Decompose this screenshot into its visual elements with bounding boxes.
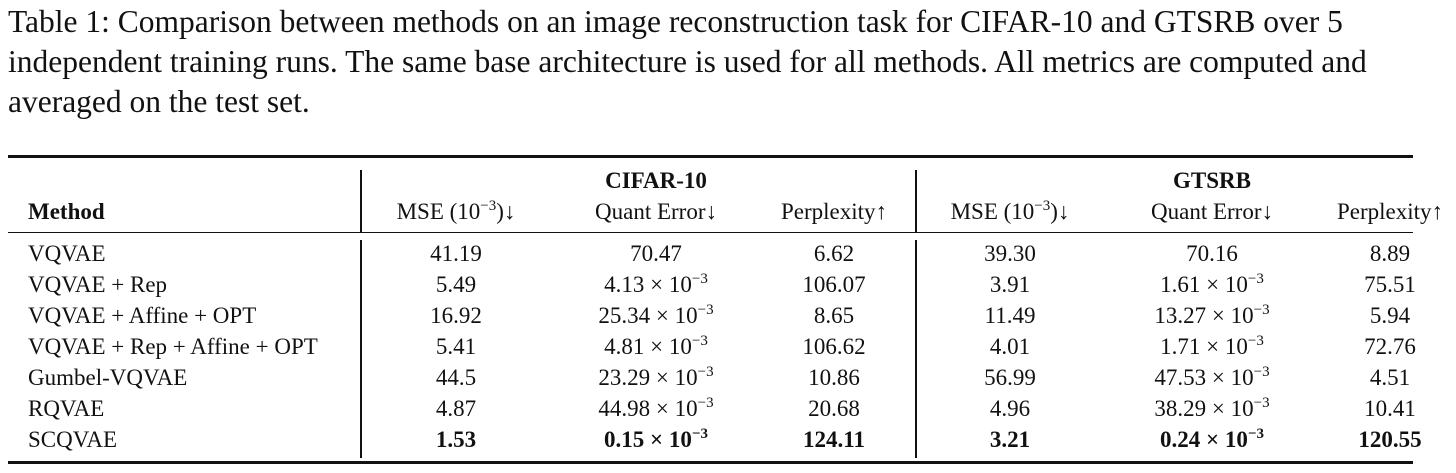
- column-divider: [915, 240, 917, 458]
- method-name: SCQVAE: [28, 427, 118, 452]
- group-header: GTSRB: [1173, 168, 1251, 193]
- table-cell: 10.41: [1364, 396, 1416, 421]
- table-cell: 124.11: [803, 427, 865, 452]
- method-name: VQVAE + Rep: [28, 272, 168, 297]
- table-cell: 56.99: [984, 365, 1036, 390]
- group-header: CIFAR-10: [605, 168, 707, 193]
- table-cell: 5.41: [435, 334, 477, 359]
- table-cell: 4.01: [989, 334, 1031, 359]
- table-caption: Table 1: Comparison between methods on an image reconstruction task for CIFAR-10 and GTSRB over 5 independent training runs. The same base architecture is used for all methods. All metrics are computed and averaged on the test set.: [8, 4, 1367, 119]
- column-header: MSE $(10^{-3})↓$: [950, 198, 1070, 224]
- table-bottom-rule: [8, 461, 1413, 464]
- table-cell: $38.29 \times 10^{-3}$: [1154, 395, 1270, 421]
- table-cell: $44.98 \times 10^{-3}$: [598, 395, 714, 421]
- table-cell: 39.30: [984, 241, 1036, 266]
- table-cell: 3.21: [989, 427, 1031, 452]
- column-header: MSE $(10^{-3})↓$: [396, 198, 516, 224]
- table-cell: 120.55: [1358, 427, 1422, 452]
- column-divider: [360, 240, 362, 458]
- column-header: Perplexity↑: [1336, 199, 1444, 224]
- column-divider: [360, 170, 362, 232]
- table-cell: 16.92: [430, 303, 482, 328]
- table-cell: $4.81 \times 10^{-3}$: [604, 333, 708, 359]
- method-name: VQVAE + Affine + OPT: [28, 303, 257, 328]
- table-cell: $0.15 \times 10^{-3}$: [604, 426, 708, 452]
- table-cell: 75.51: [1364, 272, 1416, 297]
- table-cell: $0.24 \times 10^{-3}$: [1160, 426, 1264, 452]
- table-cell: 20.68: [808, 396, 860, 421]
- table-cell: $1.71 \times 10^{-3}$: [1160, 333, 1264, 359]
- method-name: VQVAE: [28, 241, 106, 266]
- method-name: VQVAE + Rep + Affine + OPT: [28, 334, 318, 359]
- table-top-rule: [8, 155, 1413, 158]
- column-header: Quant Error↓: [1151, 199, 1273, 224]
- method-name: Gumbel-VQVAE: [28, 365, 188, 390]
- table-cell: 106.62: [802, 334, 866, 359]
- table-cell: 70.47: [630, 241, 682, 266]
- table-cell: 5.49: [435, 272, 477, 297]
- table-cell: 106.07: [802, 272, 866, 297]
- table-cell: $13.27 \times 10^{-3}$: [1154, 302, 1270, 328]
- method-name: RQVAE: [28, 396, 105, 421]
- table-cell: $23.29 \times 10^{-3}$: [598, 364, 714, 390]
- table-cell: 8.65: [813, 303, 855, 328]
- table-cell: 72.76: [1364, 334, 1416, 359]
- column-header: Perplexity↑: [780, 199, 888, 224]
- table-header-rule: [8, 232, 1413, 233]
- table-cell: 41.19: [430, 241, 482, 266]
- table-cell: $25.34 \times 10^{-3}$: [598, 302, 714, 328]
- table-cell: 3.91: [989, 272, 1031, 297]
- table-cell: 4.87: [435, 396, 477, 421]
- column-header: Quant Error↓: [595, 199, 717, 224]
- table-cell: 1.53: [435, 427, 477, 452]
- table-cell: 6.62: [813, 241, 855, 266]
- table-cell: 11.49: [984, 303, 1036, 328]
- table-cell: 8.89: [1369, 241, 1411, 266]
- table-cell: 4.96: [989, 396, 1031, 421]
- table-cell: 5.94: [1369, 303, 1411, 328]
- table-cell: $4.13 \times 10^{-3}$: [604, 271, 708, 297]
- table-cell: $47.53 \times 10^{-3}$: [1154, 364, 1270, 390]
- table-cell: 10.86: [808, 365, 860, 390]
- table-cell: 44.5: [435, 365, 477, 390]
- column-divider: [915, 170, 917, 232]
- method-column-header: Method: [28, 199, 105, 224]
- table-cell: 4.51: [1369, 365, 1411, 390]
- table-cell: $1.61 \times 10^{-3}$: [1160, 271, 1264, 297]
- table-cell: 70.16: [1186, 241, 1238, 266]
